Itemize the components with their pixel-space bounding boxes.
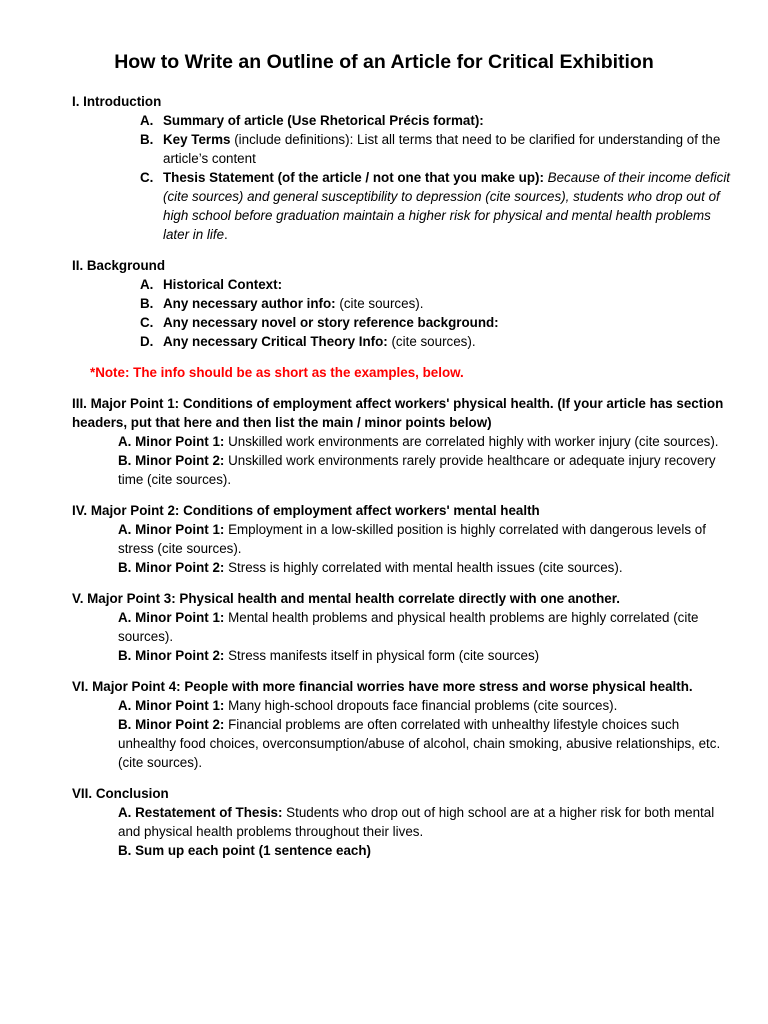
minor-point-label: B. Minor Point 2: xyxy=(118,648,225,663)
list-item xyxy=(72,275,732,294)
minor-point-text: Financial problems are often correlated with unhealthy lifestyle choices such unhealthy food choices, overconsumption/abuse of alcohol, chain smoking, abusive relationships, etc. (cite sources). xyxy=(118,717,721,770)
minor-point xyxy=(72,646,732,665)
list-marker: D. xyxy=(140,334,154,349)
list-marker: B. xyxy=(140,132,154,147)
list-marker: A. xyxy=(140,277,154,292)
section-heading-introduction: I. Introduction xyxy=(72,94,162,109)
list-item xyxy=(72,111,732,130)
list-item xyxy=(72,168,732,244)
minor-point xyxy=(72,715,732,772)
item-text: (cite sources). xyxy=(387,334,476,349)
item-text: (cite sources). xyxy=(335,296,424,311)
item-label: Thesis Statement (of the article / not one that you make up): xyxy=(163,170,544,185)
section-heading-major-point-1: III. Major Point 1: Conditions of employment affect workers' physical health. (If your article has section headers, put that here and then list the main / minor points below) xyxy=(72,396,724,430)
minor-point-label: A. Minor Point 1: xyxy=(118,434,225,449)
item-label: Summary of article (Use Rhetorical Précis format): xyxy=(163,113,484,128)
list-marker: B. xyxy=(140,296,154,311)
minor-point xyxy=(72,841,732,860)
minor-point xyxy=(72,696,732,715)
minor-point-label: B. Sum up each point (1 sentence each) xyxy=(118,843,371,858)
section-heading-major-point-2: IV. Major Point 2: Conditions of employment affect workers' mental health xyxy=(72,503,540,518)
minor-point xyxy=(72,803,732,841)
minor-point-text: Unskilled work environments rarely provide healthcare or adequate injury recovery time (cite sources). xyxy=(118,453,716,487)
list-marker: C. xyxy=(140,315,154,330)
minor-point xyxy=(72,451,732,489)
minor-point-label: B. Minor Point 2: xyxy=(118,453,225,468)
minor-point-label: A. Minor Point 1: xyxy=(118,698,225,713)
section-heading-conclusion: VII. Conclusion xyxy=(72,786,169,801)
thesis-text: Because of their income deficit (cite sources) and general susceptibility to depression (cite sources), students who drop out of high school before graduation maintain a higher risk for physical and mental health problems later in life xyxy=(163,170,731,242)
item-label: Any necessary novel or story reference background: xyxy=(163,315,499,330)
minor-point-text: Unskilled work environments are correlated highly with worker injury (cite sources). xyxy=(224,434,719,449)
minor-point-text: Many high-school dropouts face financial problems (cite sources). xyxy=(224,698,618,713)
section-heading-background: II. Background xyxy=(72,258,166,273)
minor-point-text: Stress manifests itself in physical form (cite sources) xyxy=(224,648,540,663)
minor-point xyxy=(72,432,732,451)
item-label: Any necessary author info: xyxy=(163,296,336,311)
minor-point-label: A. Minor Point 1: xyxy=(118,610,225,625)
minor-point xyxy=(72,608,732,646)
item-text: . xyxy=(224,227,228,242)
list-item xyxy=(72,313,732,332)
minor-point-text: Students who drop out of high school are at a higher risk for both mental and physical health problems throughout their lives. xyxy=(118,805,715,839)
item-text: (include definitions): List all terms that need to be clarified for understanding of the article’s content xyxy=(163,132,721,166)
item-label: Historical Context: xyxy=(163,277,283,292)
list-item xyxy=(72,294,732,313)
item-label: Any necessary Critical Theory Info: xyxy=(163,334,388,349)
minor-point-label: B. Minor Point 2: xyxy=(118,717,225,732)
minor-point-text: Stress is highly correlated with mental health issues (cite sources). xyxy=(224,560,623,575)
note-text: *Note: The info should be as short as the examples, below. xyxy=(90,365,464,380)
outline-body xyxy=(72,92,732,860)
background-list xyxy=(72,275,732,351)
minor-point-label: B. Minor Point 2: xyxy=(118,560,225,575)
page-title: How to Write an Outline of an Article for Critical Exhibition xyxy=(114,51,654,73)
minor-point xyxy=(72,558,732,577)
list-marker: A. xyxy=(140,113,154,128)
list-marker: C. xyxy=(140,170,154,185)
minor-point xyxy=(72,520,732,558)
item-label: Key Terms xyxy=(163,132,231,147)
section-heading-major-point-3: V. Major Point 3: Physical health and mental health correlate directly with one another. xyxy=(72,591,620,606)
section-heading-major-point-4: VI. Major Point 4: People with more financial worries have more stress and worse physical health. xyxy=(72,679,693,694)
minor-point-text: Employment in a low-skilled position is highly correlated with dangerous levels of stress (cite sources). xyxy=(118,522,706,556)
introduction-list xyxy=(72,111,732,244)
minor-point-label: A. Minor Point 1: xyxy=(118,522,225,537)
minor-point-text: Mental health problems and physical health problems are highly correlated (cite sources). xyxy=(118,610,699,644)
list-item xyxy=(72,130,732,168)
list-item xyxy=(72,332,732,351)
minor-point-label: A. Restatement of Thesis: xyxy=(118,805,283,820)
